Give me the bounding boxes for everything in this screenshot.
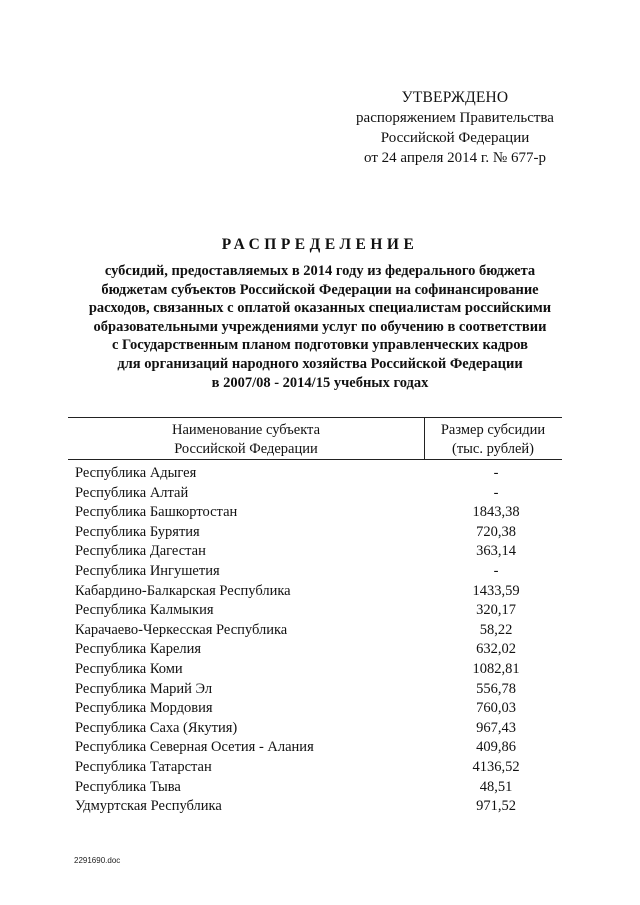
table-header-rule — [68, 459, 562, 460]
region-name: Республика Мордовия — [75, 700, 213, 717]
region-name: Республика Калмыкия — [75, 602, 214, 619]
subsidy-amount: 4136,52 — [472, 758, 520, 775]
region-name: Республика Северная Осетия - Алания — [75, 739, 314, 756]
subsidy-amount: 971,52 — [476, 798, 516, 815]
subsidy-amount: 409,86 — [476, 739, 516, 756]
region-name: Республика Башкортостан — [75, 504, 238, 521]
column-header-name-line: Наименование субъекта — [171, 422, 321, 438]
table-row — [0, 680, 640, 700]
subtitle-line: расходов, связанных с оплатой оказанных специалистам российскими — [88, 300, 552, 317]
table-row — [0, 621, 640, 641]
table-row — [0, 562, 640, 582]
region-name: Республика Карелия — [75, 641, 202, 658]
document-file-code: 2291690.doc — [74, 856, 121, 865]
approval-line-1: распоряжением Правительства — [356, 110, 554, 126]
subsidy-amount: - — [493, 484, 499, 501]
table-row — [0, 542, 640, 562]
table-row — [0, 582, 640, 602]
region-name: Республика Дагестан — [75, 543, 206, 560]
table-body — [0, 464, 640, 817]
approval-line-2: Российской Федерации — [380, 130, 530, 146]
table-row — [0, 601, 640, 621]
table-row — [0, 778, 640, 798]
subsidy-amount: 720,38 — [476, 523, 516, 540]
region-name: Карачаево-Черкесская Республика — [75, 621, 288, 638]
subtitle-line: для организаций народного хозяйства Российской Федерации — [117, 355, 523, 372]
region-name: Республика Ингушетия — [75, 562, 220, 579]
region-name: Республика Татарстан — [75, 758, 212, 775]
document-subtitle — [40, 262, 600, 392]
subsidy-amount: 632,02 — [476, 641, 516, 658]
table-row — [0, 640, 640, 660]
table-row — [0, 699, 640, 719]
region-name: Республика Алтай — [75, 484, 189, 501]
table-row — [0, 719, 640, 739]
region-name: Удмуртская Республика — [75, 798, 222, 815]
table-row — [0, 738, 640, 758]
table-row — [0, 660, 640, 680]
table-row — [0, 758, 640, 778]
subsidy-amount: 1843,38 — [472, 504, 520, 521]
table-row — [0, 464, 640, 484]
table-top-rule — [68, 417, 562, 418]
subsidy-amount: 760,03 — [476, 700, 516, 717]
subsidy-amount: 556,78 — [476, 680, 516, 697]
region-name: Республика Адыгея — [75, 465, 197, 481]
region-name: Республика Бурятия — [75, 523, 200, 540]
subtitle-line: субсидий, предоставляемых в 2014 году из федерального бюджета — [104, 263, 536, 279]
subsidy-amount: - — [493, 465, 499, 481]
subtitle-line: образовательными учреждениями услуг по обучению в соответствии — [93, 318, 547, 335]
approval-stamp: УТВЕРЖДЕНО — [401, 89, 509, 106]
subsidy-amount: - — [493, 562, 499, 579]
column-header-name — [68, 421, 424, 459]
region-name: Кабардино-Балкарская Республика — [75, 582, 291, 599]
approval-block — [330, 88, 580, 168]
table-row — [0, 503, 640, 523]
subtitle-line: бюджетам субъектов Российской Федерации на софинансирование — [101, 281, 539, 298]
subsidy-amount: 1433,59 — [472, 582, 520, 599]
region-name: Республика Марий Эл — [75, 680, 213, 697]
subsidy-amount: 1082,81 — [472, 660, 520, 677]
subsidy-amount: 363,14 — [476, 543, 516, 560]
column-header-name-line: Российской Федерации — [174, 441, 318, 457]
subsidy-amount: 48,51 — [479, 778, 513, 795]
subsidy-amount: 58,22 — [479, 621, 513, 638]
column-header-amount-line: (тыс. рублей) — [452, 441, 534, 457]
region-name: Республика Саха (Якутия) — [75, 719, 238, 736]
subsidy-amount: 320,17 — [476, 602, 516, 619]
column-header-amount — [424, 421, 562, 459]
table-row — [0, 797, 640, 817]
table-row — [0, 484, 640, 504]
region-name: Республика Коми — [75, 660, 183, 677]
approval-line-3: от 24 апреля 2014 г. № 677-р — [364, 150, 546, 166]
region-name: Республика Тыва — [75, 778, 181, 795]
column-header-amount-line: Размер субсидии — [440, 422, 546, 438]
subsidy-amount: 967,43 — [476, 719, 516, 736]
subtitle-line: с Государственным планом подготовки управленческих кадров — [111, 337, 528, 354]
document-title: РАСПРЕДЕЛЕНИЕ — [221, 236, 419, 253]
subtitle-line: в 2007/08 - 2014/15 учебных годах — [211, 374, 429, 391]
table-row — [0, 523, 640, 543]
